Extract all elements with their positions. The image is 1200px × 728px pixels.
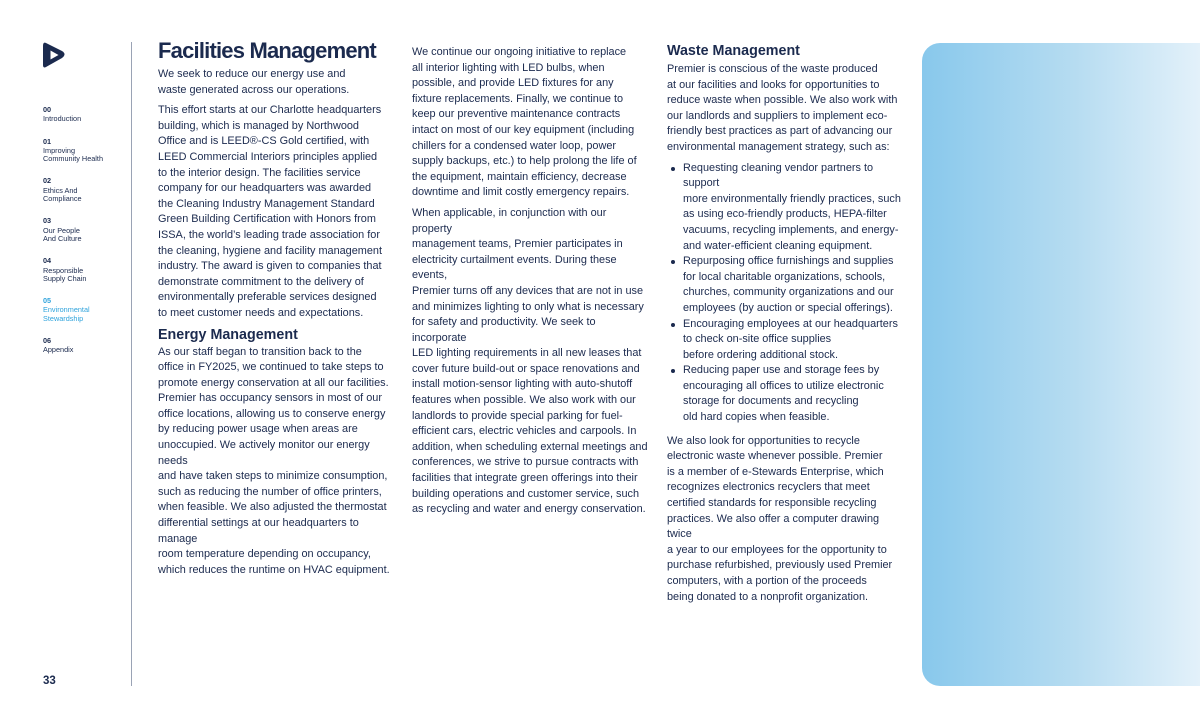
nav-item-label: Environmental Stewardship [43,305,90,323]
column-2 [412,45,648,523]
page-number: 33 [43,675,56,687]
nav-item-number: 04 [43,256,52,266]
list-item: Encouraging employees at our headquarters to check on-site office supplies before ordering additional stock. [667,317,903,364]
nav-item-number: 03 [43,216,52,226]
nav-item-responsible-supply-chain[interactable] [43,257,128,283]
nav-item-label: Responsible Supply Chain [43,265,87,283]
nav-item-improving-community-health[interactable] [43,138,128,164]
nav-item-ethics-and-compliance[interactable] [43,177,128,203]
nav-item-number: 05 [43,296,52,306]
nav-item-introduction[interactable] [43,106,128,124]
nav-item-label: Ethics And Compliance [43,185,82,204]
waste-management-heading: Waste Management [667,43,800,59]
nav-item-label: Appendix [43,345,74,355]
nav-item-number: 01 [43,136,52,146]
page-title: Facilities Management [158,38,376,63]
nav-item-label: Our People And Culture [43,225,82,243]
nav-item-label: Improving Community Health [43,145,104,164]
list-item: Repurposing office furnishings and supplies for local charitable organizations, schools, churches, community organizations and our employees (by auction or special offerings). [667,254,903,316]
energy-management-heading: Energy Management [158,326,298,343]
sidebar-nav [43,106,128,369]
ewaste-paragraph: We also look for opportunities to recycle electronic waste whenever possible. Premier is a member of e-Stewards Enterprise, which recognizes electronics recyclers that meet certified standards for responsible recycling practices. We also offer a computer drawing twice a year to our employees for the opportunity to purchase refurbished, previously used Premier computers, with a portion of the proceeds being donated to a nonprofit organization. [667,434,893,603]
nav-item-number: 06 [43,336,52,346]
waste-intro-paragraph: Premier is conscious of the waste produced at our facilities and looks for opportunities to reduce waste when possible. We also work with our landlords and suppliers to implement eco- friendly best practices as part of advancing our environmental management strategy, such as: [667,63,898,153]
intro-paragraph: We seek to reduce our energy use and waste generated across our operations. [158,68,350,96]
nav-item-number: 02 [43,176,52,186]
column-3 [667,41,903,610]
led-paragraph: We continue our ongoing initiative to replace all interior lighting with LED bulbs, when possible, and provide LED fixtures for any fixture replacements. Finally, we continue to keep our preventive maintenance contracts intact on most of our key equipment (including chillers for a condensed water loop, power supply backups, etc.) to help prolong the life of the equipment, maintain efficiency, decrease downtime and limit costly emergency repairs. [412,46,637,199]
nav-item-appendix[interactable] [43,337,128,355]
nav-item-label: Introduction [43,114,82,124]
decorative-gradient-panel [922,43,1200,686]
property-paragraph: When applicable, in conjunction with our property management teams, Premier participates in electricity curtailment events. During these events, Premier turns off any devices that are not in use and minimizes lighting to only what is necessary for safety and productivity. We seek to incorporate LED lighting requirements in all new leases that cover future build-out or space renovations and install motion-sensor lighting with auto-shutoff features when possible. We also work with our landlords to provide special parking for fuel- efficient cars, electric vehicles and carpools. In addition, when scheduling external meetings and conferences, we strive to pursue contracts with facilities that integrate green offerings into their building operations and customer service, such as recycling and water and energy conservation. [412,206,648,516]
nav-item-environmental-stewardship[interactable] [43,297,128,323]
energy-paragraph: As our staff began to transition back to the office in FY2025, we continued to take steps to promote energy conservation at all our facilities. Premier has occupancy sensors in most of our office locations, allowing us to conserve energy by reducing power usage when areas are unoccupied. We actively monitor our energy needs and have taken steps to minimize consumption, such as reducing the number of office printers, when feasible. We also adjusted the thermostat differential settings at our headquarters to manage room temperature depending on occupancy, which reduces the runtime on HVAC equipment. [158,345,390,576]
column-1 [158,36,394,583]
premier-logo-icon [42,41,68,69]
list-item: Reducing paper use and storage fees by encouraging all offices to utilize electronic storage for documents and recycling old hard copies when feasible. [667,363,903,425]
waste-practices-list [667,161,903,426]
nav-item-number: 00 [43,105,52,114]
list-item: Requesting cleaning vendor partners to support more environmentally friendly practices, such as using eco-friendly products, HEPA-filter vacuums, recycling implements, and energy- and water-efficient cleaning equipment. [667,161,903,255]
charlotte-paragraph: This effort starts at our Charlotte headquarters building, which is managed by Northwood Office and is LEED®-CS Gold certified, with LEED Commercial Interiors principles applied to the interior design. The facilities service company for our headquarters was awarded the Cleaning Industry Management Standard Green Building Certification with Honors from ISSA, the world’s leading trade association for the cleaning, hygiene and facility management industry. The award is given to companies that demonstrate commitment to the delivery of environmentally preferable services designed to meet customer needs and expectations. [158,104,383,319]
sidebar-divider [131,42,132,686]
nav-item-our-people-and-culture[interactable] [43,217,128,243]
